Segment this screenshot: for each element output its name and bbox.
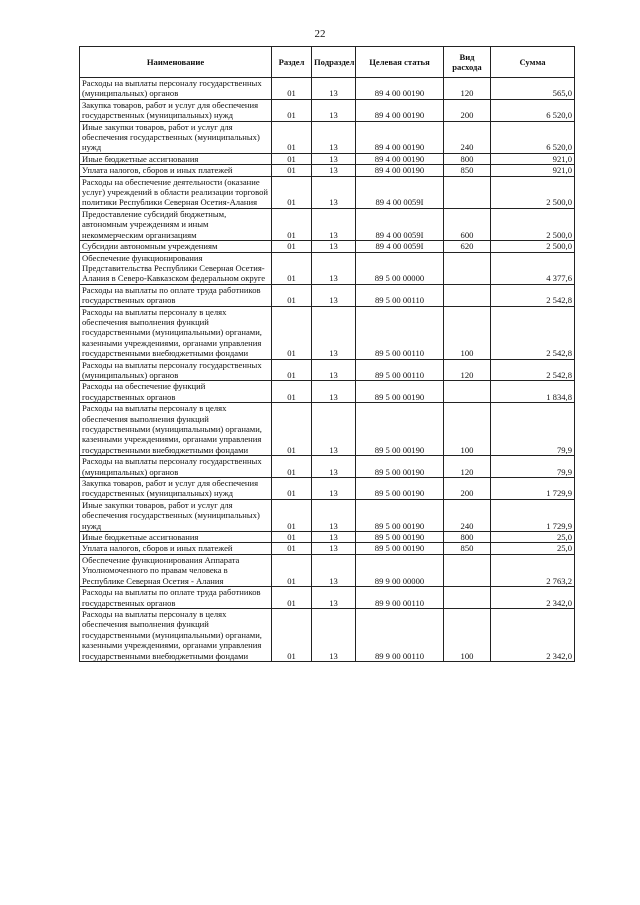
table-row <box>80 78 575 100</box>
cell-name: Предоставление субсидий бюджетным, автономным учреждениям и иным некоммерческим организациям <box>80 208 272 240</box>
table-row <box>80 165 575 176</box>
cell-type: 850 <box>444 543 491 554</box>
cell-section: 01 <box>272 608 312 661</box>
cell-target: 89 5 00 00190 <box>356 456 444 478</box>
cell-subsection: 13 <box>312 241 356 252</box>
table-row <box>80 153 575 164</box>
cell-type: 620 <box>444 241 491 252</box>
table-row <box>80 176 575 208</box>
cell-name: Обеспечение функционирования Аппарата Уполномоченного по правам человека в Республике Северная Осетия - Алания <box>80 554 272 586</box>
cell-target: 89 5 00 00190 <box>356 532 444 543</box>
cell-target: 89 9 00 00110 <box>356 608 444 661</box>
cell-type: 850 <box>444 165 491 176</box>
cell-target: 89 4 00 00190 <box>356 153 444 164</box>
cell-section: 01 <box>272 587 312 609</box>
cell-section: 01 <box>272 208 312 240</box>
cell-name: Иные бюджетные ассигнования <box>80 532 272 543</box>
table-row <box>80 306 575 359</box>
header-sum: Сумма <box>491 47 575 78</box>
cell-subsection: 13 <box>312 359 356 381</box>
cell-type <box>444 554 491 586</box>
header-section: Раздел <box>272 47 312 78</box>
cell-subsection: 13 <box>312 478 356 500</box>
table-row <box>80 121 575 153</box>
cell-subsection: 13 <box>312 165 356 176</box>
cell-target: 89 4 00 00190 <box>356 121 444 153</box>
table-row <box>80 284 575 306</box>
cell-target: 89 9 00 00110 <box>356 587 444 609</box>
header-name: Наименование <box>80 47 272 78</box>
cell-name: Расходы на выплаты по оплате труда работников государственных органов <box>80 587 272 609</box>
cell-subsection: 13 <box>312 608 356 661</box>
cell-sum: 79,9 <box>491 456 575 478</box>
cell-name: Субсидии автономным учреждениям <box>80 241 272 252</box>
cell-section: 01 <box>272 359 312 381</box>
cell-name: Расходы на выплаты персоналу государственных (муниципальных) органов <box>80 456 272 478</box>
cell-target: 89 4 00 0059I <box>356 241 444 252</box>
cell-name: Расходы на выплаты персоналу государственных (муниципальных) органов <box>80 78 272 100</box>
cell-sum: 6 520,0 <box>491 121 575 153</box>
table-row <box>80 359 575 381</box>
table-row <box>80 499 575 531</box>
cell-target: 89 5 00 00190 <box>356 478 444 500</box>
cell-section: 01 <box>272 121 312 153</box>
cell-sum: 25,0 <box>491 532 575 543</box>
cell-sum: 79,9 <box>491 403 575 456</box>
table-row <box>80 403 575 456</box>
cell-section: 01 <box>272 456 312 478</box>
cell-subsection: 13 <box>312 499 356 531</box>
cell-sum: 565,0 <box>491 78 575 100</box>
cell-type: 240 <box>444 499 491 531</box>
table-row <box>80 532 575 543</box>
cell-subsection: 13 <box>312 176 356 208</box>
cell-section: 01 <box>272 499 312 531</box>
cell-type: 120 <box>444 456 491 478</box>
cell-section: 01 <box>272 284 312 306</box>
cell-name: Иные закупки товаров, работ и услуг для обеспечения государственных (муниципальных) нужд <box>80 499 272 531</box>
cell-type <box>444 381 491 403</box>
cell-target: 89 5 00 00190 <box>356 381 444 403</box>
cell-subsection: 13 <box>312 284 356 306</box>
cell-section: 01 <box>272 478 312 500</box>
cell-subsection: 13 <box>312 543 356 554</box>
table-row <box>80 608 575 661</box>
cell-section: 01 <box>272 554 312 586</box>
cell-section: 01 <box>272 241 312 252</box>
table-row <box>80 252 575 284</box>
cell-section: 01 <box>272 176 312 208</box>
table-row <box>80 99 575 121</box>
cell-name: Расходы на выплаты персоналу в целях обеспечения выполнения функций государственными (муниципальными) органами, казенными учреждениями, органами управления государственными внебюджетными фондами <box>80 608 272 661</box>
cell-type: 100 <box>444 608 491 661</box>
cell-subsection: 13 <box>312 99 356 121</box>
cell-target: 89 9 00 00000 <box>356 554 444 586</box>
cell-sum: 1 729,9 <box>491 499 575 531</box>
cell-type <box>444 252 491 284</box>
cell-sum: 2 763,2 <box>491 554 575 586</box>
cell-section: 01 <box>272 165 312 176</box>
cell-name: Уплата налогов, сборов и иных платежей <box>80 165 272 176</box>
cell-subsection: 13 <box>312 78 356 100</box>
header-target: Целевая статья <box>356 47 444 78</box>
cell-sum: 4 377,6 <box>491 252 575 284</box>
budget-table <box>79 46 575 662</box>
cell-target: 89 4 00 0059I <box>356 176 444 208</box>
page-number: 22 <box>314 28 326 40</box>
cell-sum: 921,0 <box>491 165 575 176</box>
cell-sum: 2 500,0 <box>491 241 575 252</box>
cell-section: 01 <box>272 99 312 121</box>
table-header-row <box>80 47 575 78</box>
cell-subsection: 13 <box>312 381 356 403</box>
cell-type: 800 <box>444 532 491 543</box>
cell-name: Расходы на выплаты по оплате труда работников государственных органов <box>80 284 272 306</box>
cell-subsection: 13 <box>312 456 356 478</box>
cell-sum: 2 542,8 <box>491 284 575 306</box>
table-row <box>80 241 575 252</box>
cell-section: 01 <box>272 543 312 554</box>
cell-sum: 1 729,9 <box>491 478 575 500</box>
cell-name: Уплата налогов, сборов и иных платежей <box>80 543 272 554</box>
cell-target: 89 4 00 00190 <box>356 165 444 176</box>
cell-subsection: 13 <box>312 587 356 609</box>
cell-type: 100 <box>444 306 491 359</box>
header-subsection: Подраздел <box>312 47 356 78</box>
cell-target: 89 5 00 00000 <box>356 252 444 284</box>
cell-subsection: 13 <box>312 554 356 586</box>
table-row <box>80 478 575 500</box>
cell-type: 100 <box>444 403 491 456</box>
cell-sum: 2 500,0 <box>491 208 575 240</box>
table-row <box>80 554 575 586</box>
cell-section: 01 <box>272 252 312 284</box>
table-row <box>80 543 575 554</box>
cell-subsection: 13 <box>312 532 356 543</box>
cell-type <box>444 587 491 609</box>
cell-name: Расходы на обеспечение деятельности (оказание услуг) учреждений в области реализации торговой политики Республики Северная Осетия-Алания <box>80 176 272 208</box>
cell-sum: 2 500,0 <box>491 176 575 208</box>
cell-target: 89 5 00 00190 <box>356 403 444 456</box>
cell-subsection: 13 <box>312 208 356 240</box>
cell-target: 89 4 00 00190 <box>356 78 444 100</box>
cell-section: 01 <box>272 403 312 456</box>
cell-sum: 6 520,0 <box>491 99 575 121</box>
cell-type: 800 <box>444 153 491 164</box>
cell-subsection: 13 <box>312 153 356 164</box>
cell-section: 01 <box>272 381 312 403</box>
cell-sum: 25,0 <box>491 543 575 554</box>
cell-subsection: 13 <box>312 121 356 153</box>
cell-sum: 921,0 <box>491 153 575 164</box>
cell-name: Обеспечение функционирования Представительства Республики Северная Осетия-Алания в Северо-Кавказском федеральном округе <box>80 252 272 284</box>
table-row <box>80 381 575 403</box>
cell-type: 120 <box>444 78 491 100</box>
cell-section: 01 <box>272 78 312 100</box>
table-row <box>80 587 575 609</box>
cell-target: 89 4 00 00190 <box>356 99 444 121</box>
cell-sum: 2 342,0 <box>491 608 575 661</box>
cell-target: 89 5 00 00110 <box>356 359 444 381</box>
cell-type: 200 <box>444 99 491 121</box>
cell-target: 89 5 00 00190 <box>356 543 444 554</box>
cell-target: 89 4 00 0059I <box>356 208 444 240</box>
cell-type <box>444 284 491 306</box>
header-type: Вид расхода <box>444 47 491 78</box>
cell-name: Иные бюджетные ассигнования <box>80 153 272 164</box>
cell-target: 89 5 00 00190 <box>356 499 444 531</box>
cell-name: Расходы на выплаты персоналу в целях обеспечения выполнения функций государственными (муниципальными) органами, казенными учреждениями, органами управления государственными внебюджетными фондами <box>80 306 272 359</box>
cell-name: Закупка товаров, работ и услуг для обеспечения государственных (муниципальных) нужд <box>80 478 272 500</box>
cell-sum: 2 342,0 <box>491 587 575 609</box>
table-row <box>80 208 575 240</box>
cell-section: 01 <box>272 153 312 164</box>
cell-type: 200 <box>444 478 491 500</box>
cell-type: 240 <box>444 121 491 153</box>
cell-target: 89 5 00 00110 <box>356 306 444 359</box>
cell-subsection: 13 <box>312 252 356 284</box>
cell-sum: 2 542,8 <box>491 306 575 359</box>
table-row <box>80 456 575 478</box>
cell-subsection: 13 <box>312 306 356 359</box>
cell-type: 120 <box>444 359 491 381</box>
cell-name: Расходы на выплаты персоналу государственных (муниципальных) органов <box>80 359 272 381</box>
cell-name: Расходы на выплаты персоналу в целях обеспечения выполнения функций государственными (муниципальными) органами, казенными учреждениями, органами управления государственными внебюджетными фондами <box>80 403 272 456</box>
cell-section: 01 <box>272 306 312 359</box>
cell-name: Закупка товаров, работ и услуг для обеспечения государственных (муниципальных) нужд <box>80 99 272 121</box>
cell-name: Расходы на обеспечение функций государственных органов <box>80 381 272 403</box>
cell-target: 89 5 00 00110 <box>356 284 444 306</box>
cell-type <box>444 176 491 208</box>
table-body <box>80 78 575 662</box>
cell-type: 600 <box>444 208 491 240</box>
cell-sum: 2 542,8 <box>491 359 575 381</box>
cell-subsection: 13 <box>312 403 356 456</box>
cell-section: 01 <box>272 532 312 543</box>
cell-sum: 1 834,8 <box>491 381 575 403</box>
cell-name: Иные закупки товаров, работ и услуг для обеспечения государственных (муниципальных) нужд <box>80 121 272 153</box>
